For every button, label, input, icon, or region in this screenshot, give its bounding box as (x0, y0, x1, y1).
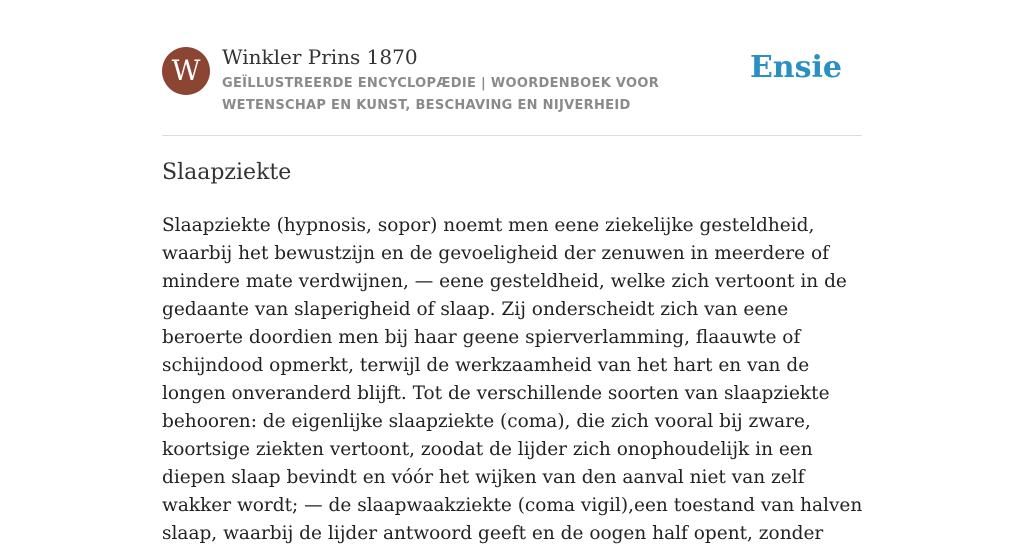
source-header (162, 0, 862, 136)
source-title[interactable]: Winkler Prins 1870 (222, 45, 418, 69)
page-container (162, 0, 863, 544)
article-body: Slaapziekte (hypnosis, sopor) noemt men eene ziekelijke gesteldheid, waarbij het bewustzijn en de gevoeligheid der zenuwen in meerdere of mindere mate verdwijnen, — eene gesteldheid, welke zich vertoont in de gedaante van slaperigheid of slaap. Zij onderscheidt zich van eene beroerte doordien men bij haar geene spierverlamming, flaauwte of schijndood opmerkt, terwijl de werkzaamheid van het hart en van de longen onveranderd blijft. Tot de verschillende soorten van slaapziekte behooren: de eigenlijke slaapziekte (coma), die zich vooral bij zware, koortsige ziekten vertoont, zoodat de lijder zich onophoudelijk in een diepen slaap bevindt en vóór het wijken van den aanval niet van zelf wakker wordt; — de slaapwaakziekte (coma vigil),een toestand van halven slaap, waarbij de lijder antwoord geeft en de oogen half opent, zonder (162, 215, 863, 544)
article-title: Slaapziekte (162, 160, 292, 185)
source-avatar[interactable]: W (162, 47, 210, 95)
source-subtitle: GEÏLLUSTREERDE ENCYCLOPÆDIE | WOORDENBOEK VOOR WETENSCHAP EN KUNST, BESCHAVING EN NIJVERHEID (222, 76, 660, 113)
ensie-logo[interactable]: Ensie (749, 50, 842, 85)
